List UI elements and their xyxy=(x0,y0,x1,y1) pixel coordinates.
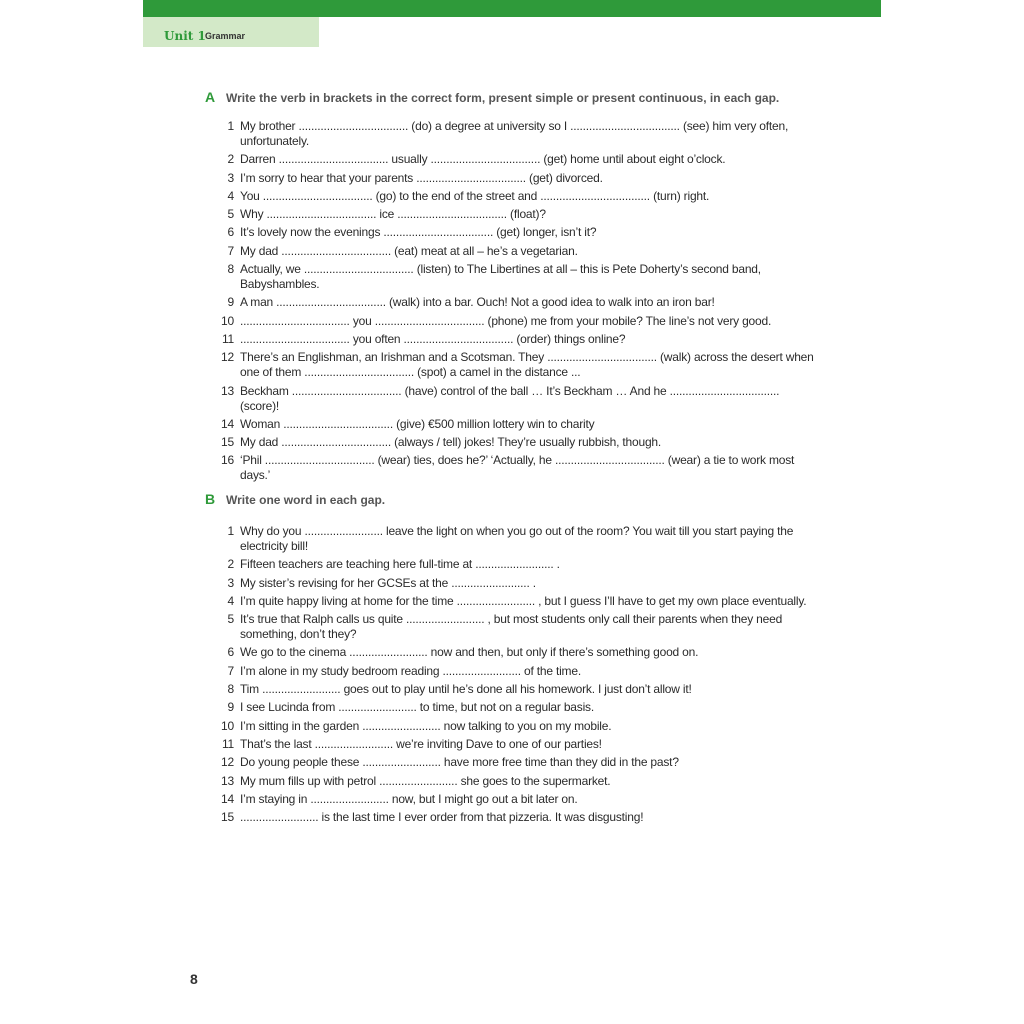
item-number: 11 xyxy=(221,736,234,751)
exercise-item xyxy=(210,645,820,660)
item-number: 4 xyxy=(227,593,234,608)
item-number: 10 xyxy=(221,718,234,733)
exercise-item xyxy=(210,171,820,186)
item-text: You ................................... (go) to the end of the street and ................................... (turn) right. xyxy=(240,188,710,203)
item-number: 4 xyxy=(227,188,234,203)
item-number: 14 xyxy=(221,416,234,431)
exercise-a-list xyxy=(210,119,820,487)
exercise-item xyxy=(210,262,820,292)
item-text: My dad ................................... (always / tell) jokes! They’re usually rubbish, though. xyxy=(240,435,662,450)
item-text: I’m sorry to hear that your parents ................................... (get) divorced. xyxy=(240,170,603,185)
item-number: 6 xyxy=(227,645,234,660)
exercise-item xyxy=(210,792,820,807)
exercise-item xyxy=(210,576,820,591)
exercise-item xyxy=(210,774,820,789)
item-text: ‘Phil ................................... (wear) ties, does he?’ ‘Actually, he ................................... (wear) a tie to work most days.’ xyxy=(240,453,795,483)
exercise-item xyxy=(210,152,820,167)
item-number: 12 xyxy=(221,755,234,770)
item-text: Woman ................................... (give) €500 million lottery win to charity xyxy=(240,416,595,431)
exercise-b-letter: B xyxy=(205,491,216,507)
item-text: My mum fills up with petrol ......................... she goes to the supermarket. xyxy=(240,773,611,788)
header-bar xyxy=(143,0,881,17)
exercise-a-letter: A xyxy=(205,89,216,105)
page-number: 8 xyxy=(190,971,198,987)
item-number: 12 xyxy=(221,350,234,365)
exercise-item xyxy=(210,719,820,734)
item-text: Actually, we ................................... (listen) to The Libertines at all – this is Pete Doherty’s second band, Babyshambles. xyxy=(240,262,761,292)
exercise-item xyxy=(210,594,820,609)
item-number: 7 xyxy=(227,663,234,678)
exercise-item xyxy=(210,664,820,679)
item-text: I see Lucinda from ......................... to time, but not on a regular basis. xyxy=(240,700,594,715)
exercise-item xyxy=(210,453,820,483)
item-number: 5 xyxy=(227,207,234,222)
item-number: 1 xyxy=(227,524,234,538)
item-text: ......................... is the last time I ever order from that pizzeria. It was disgusting! xyxy=(240,810,644,825)
item-number: 3 xyxy=(227,170,234,185)
item-text: I’m alone in my study bedroom reading ......................... of the time. xyxy=(240,663,581,678)
exercise-item xyxy=(210,737,820,752)
item-text: Why ................................... ice ................................... (float)? xyxy=(240,207,546,222)
item-number: 2 xyxy=(227,557,234,572)
item-text: Do young people these ......................... have more free time than they did in the past? xyxy=(240,755,679,770)
exercise-item xyxy=(210,435,820,450)
exercise-a-instruction: Write the verb in brackets in the correct form, present simple or present continuous, in each gap. xyxy=(226,91,780,105)
item-number: 15 xyxy=(221,810,234,825)
item-text: I’m staying in ......................... now, but I might go out a bit later on. xyxy=(240,791,578,806)
item-number: 1 xyxy=(227,119,234,133)
item-number: 2 xyxy=(227,152,234,167)
item-number: 8 xyxy=(227,262,234,277)
exercise-item xyxy=(210,417,820,432)
exercise-item xyxy=(210,524,820,554)
item-number: 3 xyxy=(227,575,234,590)
item-text: I’m quite happy living at home for the time ......................... , but I guess I’ll have to get my own place eventually. xyxy=(240,593,807,608)
item-text: Why do you ......................... leave the light on when you go out of the room? You wait till you start paying the electricity bill! xyxy=(240,524,794,553)
exercise-item xyxy=(210,700,820,715)
item-text: Fifteen teachers are teaching here full-time at ......................... . xyxy=(240,557,560,572)
unit-label: Unit 1 xyxy=(164,29,206,43)
item-text: I’m sitting in the garden ......................... now talking to you on my mobile. xyxy=(240,718,612,733)
item-text: ................................... you ................................... (phone) me from your mobile? The line’s not very good. xyxy=(240,313,772,328)
exercise-item xyxy=(210,225,820,240)
exercise-item xyxy=(210,314,820,329)
item-text: ................................... you often ................................... (order) things online? xyxy=(240,331,626,346)
exercise-item xyxy=(210,295,820,310)
item-number: 11 xyxy=(221,331,234,346)
item-text: Darren ................................... usually ................................... (get) home until about eight o’clock. xyxy=(240,152,726,167)
exercise-item xyxy=(210,332,820,347)
exercise-item xyxy=(210,350,820,380)
exercise-item xyxy=(210,755,820,770)
item-text: My dad ................................... (eat) meat at all – he’s a vegetarian. xyxy=(240,243,578,258)
exercise-item xyxy=(210,244,820,259)
item-number: 13 xyxy=(221,773,234,788)
item-text: It’s true that Ralph calls us quite ......................... , but most students only call their parents when they need something, don’t they? xyxy=(240,612,783,642)
item-number: 16 xyxy=(221,453,234,468)
exercise-item xyxy=(210,384,820,414)
item-text: There’s an Englishman, an Irishman and a Scotsman. They ................................... (walk) across the desert when one of them ................................... (spot) a camel in the distance ... xyxy=(240,350,814,380)
item-number: 13 xyxy=(221,383,234,398)
exercise-item xyxy=(210,207,820,222)
item-number: 5 xyxy=(227,612,234,627)
exercise-b-list xyxy=(210,524,820,828)
exercise-item xyxy=(210,682,820,697)
section-label: Grammar xyxy=(205,31,246,41)
item-number: 9 xyxy=(227,700,234,715)
item-text: Tim ......................... goes out to play until he’s done all his homework. I just don’t allow it! xyxy=(240,682,692,697)
item-text: My brother ................................... (do) a degree at university so I ................................... (see) him very often, unfortunately. xyxy=(240,119,789,148)
item-number: 15 xyxy=(221,435,234,450)
item-text: We go to the cinema ......................... now and then, but only if there’s something good on. xyxy=(240,645,699,660)
item-number: 10 xyxy=(221,313,234,328)
item-number: 7 xyxy=(227,243,234,258)
item-text: That’s the last ......................... we’re inviting Dave to one of our parties! xyxy=(240,736,602,751)
item-number: 6 xyxy=(227,225,234,240)
exercise-item xyxy=(210,189,820,204)
exercise-item xyxy=(210,810,820,825)
item-text: Beckham ................................... (have) control of the ball … It’s Beckham … And he ................................... (score)! xyxy=(240,383,780,413)
item-number: 8 xyxy=(227,682,234,697)
item-number: 9 xyxy=(227,295,234,310)
item-number: 14 xyxy=(221,791,234,806)
item-text: It’s lovely now the evenings ................................... (get) longer, isn’t it? xyxy=(240,225,597,240)
exercise-b-instruction: Write one word in each gap. xyxy=(226,493,386,507)
item-text: My sister’s revising for her GCSEs at the ......................... . xyxy=(240,575,536,590)
exercise-item xyxy=(210,119,820,149)
item-text: A man ................................... (walk) into a bar. Ouch! Not a good idea to walk into an iron bar! xyxy=(240,295,715,310)
exercise-item xyxy=(210,612,820,642)
exercise-item xyxy=(210,557,820,572)
